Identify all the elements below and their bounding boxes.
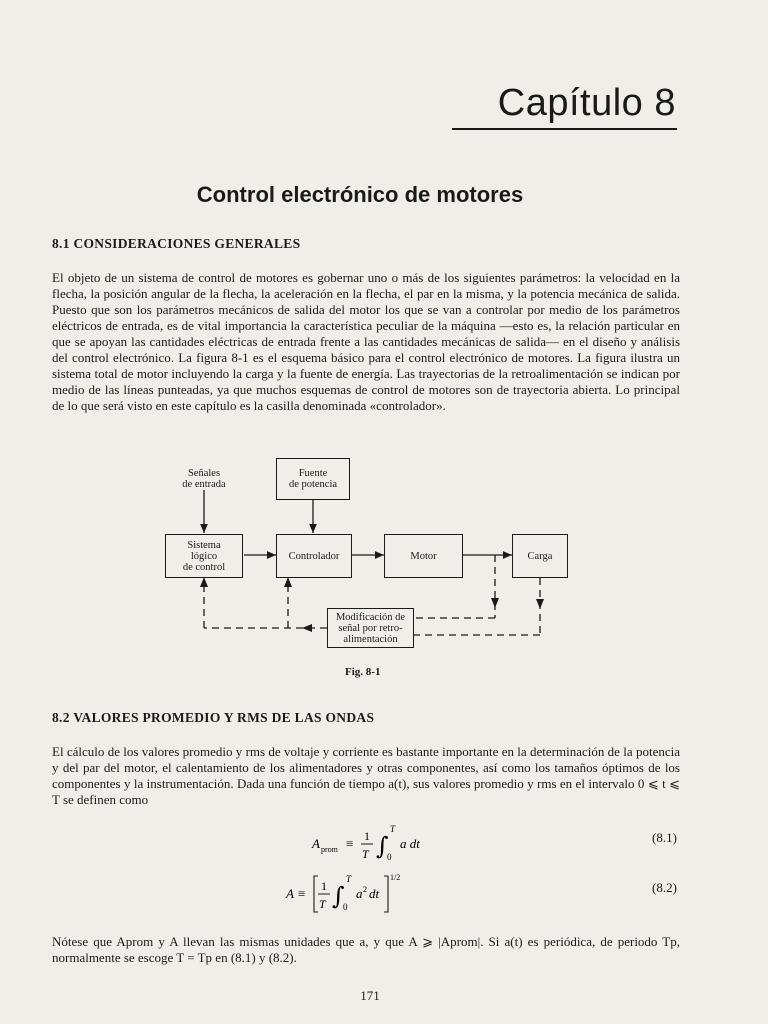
page-number: 171 — [360, 988, 380, 1003]
section-heading-8-2: 8.2 VALORES PROMEDIO Y RMS DE LAS ONDAS — [52, 710, 375, 725]
box-logic-system: Sistema lógico de control — [165, 534, 243, 578]
svg-text:1: 1 — [321, 879, 327, 893]
arrow-head-to-controller — [284, 577, 292, 587]
box-power-source: Fuente de potencia — [276, 458, 350, 500]
section-heading-8-1: 8.1 CONSIDERACIONES GENERALES — [52, 236, 301, 251]
svg-text:a: a — [356, 886, 363, 901]
svg-text:∫: ∫ — [332, 882, 345, 910]
chapter-heading: Capítulo 8 — [497, 82, 676, 124]
svg-text:2: 2 — [363, 885, 367, 894]
svg-text:prom: prom — [321, 845, 338, 854]
equation-8-1-number: (8.1) — [652, 830, 677, 845]
chapter-title: Control electrónico de motores — [196, 182, 524, 207]
label-input-signals: Señales de entrada — [182, 468, 226, 490]
svg-text:∫: ∫ — [376, 832, 389, 860]
figure-8-1 — [0, 450, 768, 690]
arrow-head-left-feedback — [302, 624, 312, 632]
chapter-underline — [452, 128, 677, 130]
svg-text:≡: ≡ — [346, 836, 354, 851]
figure-caption: Fig. 8-1 — [345, 666, 381, 678]
section-8-2-paragraph: El cálculo de los valores promedio y rms de voltaje y corriente es bastante importante en la determinación de la potencia y del par del motor, el calentamiento de los alimentadores y otras componentes, así como los tamaños óptimos de los componentes y la instrumentación. Dada una función de tiempo a(t), sus valores promedio y rms en el intervalo 0 ⩽ t ⩽ T se definen como — [52, 744, 680, 807]
box-motor: Motor — [384, 534, 463, 578]
box-load: Carga — [512, 534, 568, 578]
svg-text:A: A — [286, 886, 294, 901]
svg-text:1/2: 1/2 — [390, 873, 401, 882]
equation-8-2 — [284, 868, 444, 920]
svg-text:T: T — [346, 874, 352, 884]
section-8-1-paragraph: El objeto de un sistema de control de motores es gobernar uno o más de los siguientes parámetros: la velocidad en la flecha, la posición angular de la flecha, la aceleración en la flecha, el par en la misma, y la potencia mecánica de salida. Puesto que son los parámetros mecánicos de salida del motor los que se van a controlar por medio de los parámetros eléctricos de entrada, es de vital importancia la característica peculiar de la máquina —esto es, la relación particular en que se apoyan las cantidades eléctricas de entrada frente a las cantidades mecánicas de salida— en el diseño y análisis del control electrónico. La figura 8-1 es el esquema básico para el control electrónico de motores. La figura ilustra un sistema total de motor incluyendo la carga y la fuente de energía. Las trayectorias de la retroalimentación se indican por medio de las líneas punteadas, ya que muchos esquemas de control de motores son de trayectoria abierta. Lo principal de lo que será visto en este capítulo es la casilla denominada «controlador». — [52, 270, 680, 413]
arrow-head-to-logic — [200, 577, 208, 587]
box-controller: Controlador — [276, 534, 352, 578]
equation-8-1 — [310, 818, 470, 866]
box-feedback-modification: Modificación de señal por retro- alimentación — [327, 608, 414, 648]
svg-text:a dt: a dt — [400, 836, 420, 851]
svg-text:0: 0 — [343, 902, 348, 912]
svg-text:T: T — [362, 847, 369, 861]
svg-text:T: T — [319, 897, 326, 911]
section-8-2-note: Nótese que Aprom y A llevan las mismas unidades que a, y que A ⩾ |Aprom|. Si a(t) es periódica, de periodo Tp, normalmente se escoge T = Tp en (8.1) y (8.2). — [52, 934, 680, 965]
equation-8-2-number: (8.2) — [652, 880, 677, 895]
arrow-head-down-motor — [491, 598, 499, 608]
svg-text:A: A — [312, 836, 320, 851]
svg-text:dt: dt — [369, 886, 380, 901]
svg-text:≡: ≡ — [298, 886, 306, 901]
svg-text:T: T — [390, 824, 396, 834]
arrow-head-down-load — [536, 599, 544, 609]
svg-text:0: 0 — [387, 852, 392, 862]
svg-text:1: 1 — [364, 829, 370, 843]
